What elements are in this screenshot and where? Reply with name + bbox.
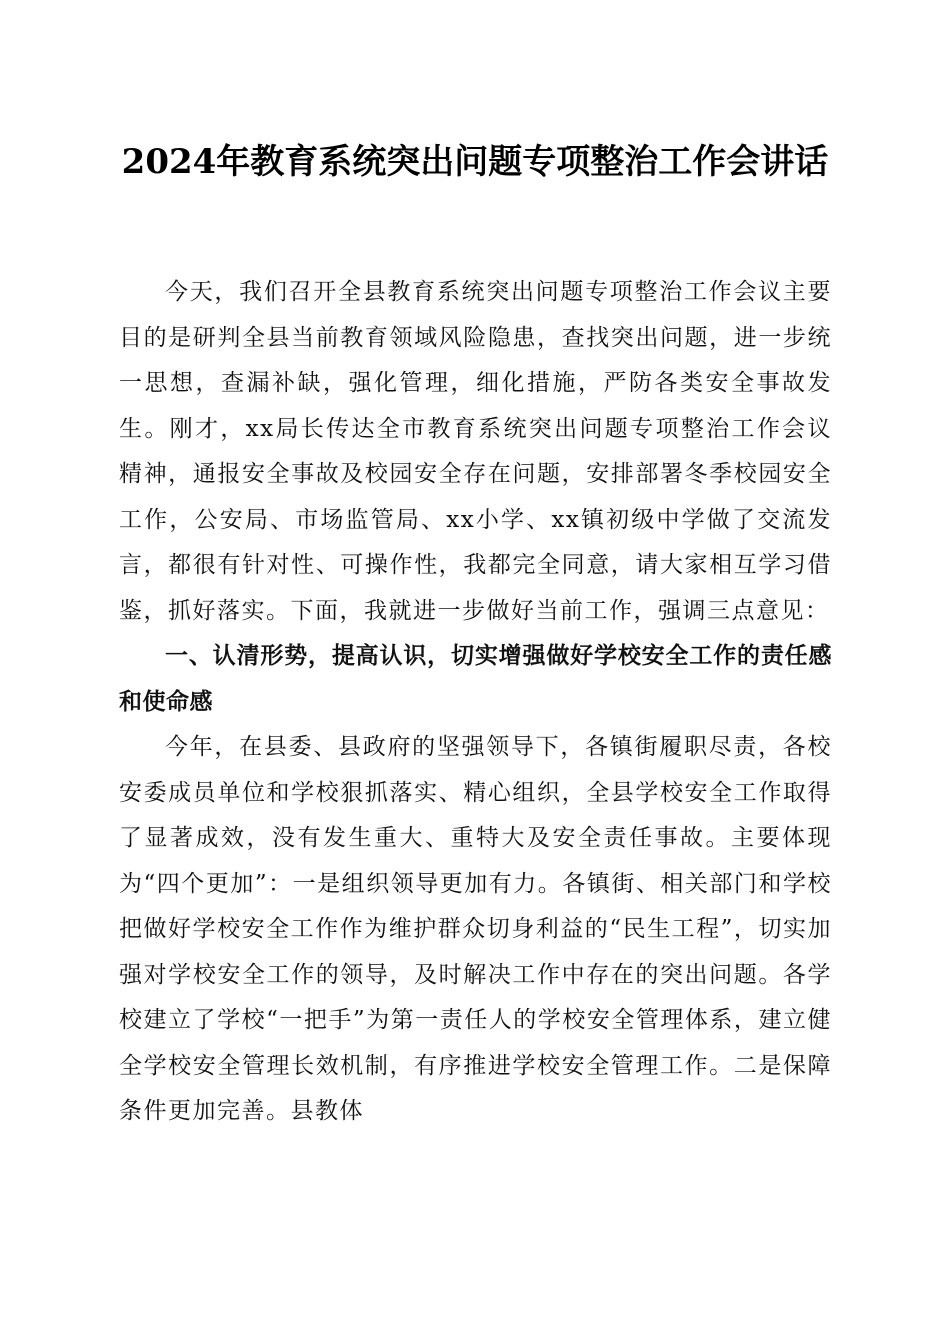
section-1-paragraph: 今年，在县委、县政府的坚强领导下，各镇街履职尽责，各校安委成员单位和学校狠抓落实、精心组织，全县学校安全工作取得了显著成效，没有发生重大、重特大及安全责任事故。主要体现为“四个更加”：一是组织领导更加有力。各镇街、相关部门和学校把做好学校安全工作作为维护群众切身利益的“民生工程”，切实加强对学校安全工作的领导，及时解决工作中存在的突出问题。各学校建立了学校“一把手”为第一责任人的学校安全管理体系，建立健全学校安全管理长效机制，有序推进学校安全管理工作。二是保障条件更加完善。县教体: [119, 734, 832, 1124]
section-heading-1: 一、认清形势，提高认识，切实增强做好学校安全工作的责任感和使命感: [119, 643, 832, 715]
document-title: 2024年教育系统突出问题专项整治工作会讲话: [121, 142, 829, 182]
intro-paragraph: 今天，我们召开全县教育系统突出问题专项整治工作会议主要目的是研判全县当前教育领域风险隐患，查找突出问题，进一步统一思想，查漏补缺，强化管理，细化措施，严防各类安全事故发生。刚才，xx局长传达全市教育系统突出问题专项整治工作会议精神，通报安全事故及校园安全存在问题，安排部署冬季校园安全工作，公安局、市场监管局、xx小学、xx镇初级中学做了交流发言，都很有针对性、可操作性，我都完全同意，请大家相互学习借鉴，抓好落实。下面，我就进一步做好当前工作，强调三点意见：: [119, 279, 832, 624]
document-body: [119, 270, 832, 1135]
